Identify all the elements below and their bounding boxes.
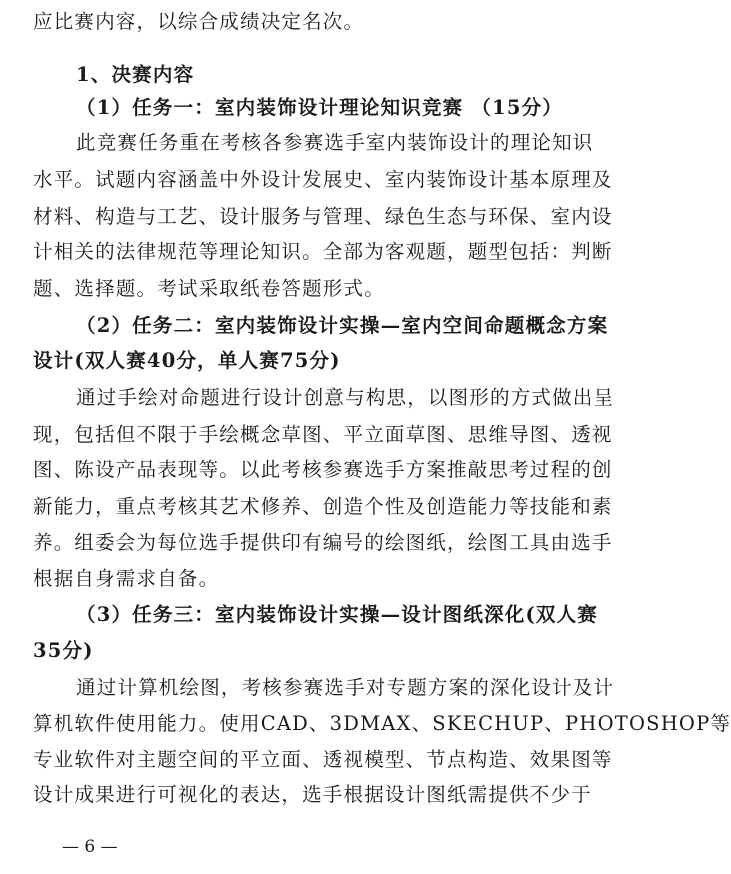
body-text-line: 图、陈设产品表现等。以此考核参赛选手方案推敲思考过程的创: [33, 458, 613, 481]
body-text-line: 设计成果进行可视化的表达，选手根据设计图纸需提供不少于: [33, 783, 592, 806]
body-text-line: 通过手绘对命题进行设计创意与构思，以图形的方式做出呈: [76, 386, 615, 409]
body-text-line: 根据自身需求自备。: [33, 567, 220, 590]
body-text-line: 计相关的法律规范等理论知识。全部为客观题，题型包括：判断: [33, 240, 613, 263]
body-text-line: 养。组委会为每位选手提供印有编号的绘图纸，绘图工具由选手: [33, 531, 613, 554]
body-text-line: 通过计算机绘图，考核参赛选手对专题方案的深化设计及计: [76, 676, 615, 699]
task-heading: （1）任务一：室内装饰设计理论知识竞赛 （15分）: [76, 96, 563, 119]
body-text-line: 应比赛内容，以综合成绩决定名次。: [33, 10, 365, 33]
body-text-line: 现，包括但不限于手绘概念草图、平立面草图、思维导图、透视: [33, 423, 613, 446]
body-text-line: 此竞赛任务重在考核各参赛选手室内装饰设计的理论知识: [76, 131, 594, 154]
task-heading: （2）任务二：室内装饰设计实操—室内空间命题概念方案: [76, 314, 609, 337]
task-heading: 设计(双人赛40分，单人赛75分): [33, 349, 341, 372]
task-heading: （3）任务三：室内装饰设计实操—设计图纸深化(双人赛: [76, 603, 598, 626]
page-number: — 6 —: [62, 837, 118, 857]
body-text-line: 新能力，重点考核其艺术修养、创造个性及创造能力等技能和素: [33, 495, 613, 518]
section-heading: 1、决赛内容: [76, 63, 195, 86]
body-text-line: 专业软件对主题空间的平立面、透视模型、节点构造、效果图等: [33, 748, 613, 771]
body-text-line: 材料、构造与工艺、设计服务与管理、绿色生态与环保、室内设: [33, 205, 613, 228]
body-text-line: 水平。试题内容涵盖中外设计发展史、室内装饰设计基本原理及: [33, 168, 613, 191]
body-text-line: 题、选择题。考试采取纸卷答题形式。: [33, 277, 385, 300]
task-heading: 35分): [33, 639, 94, 662]
body-text-line: 算机软件使用能力。使用CAD、3DMAX、SKECHUP、PHOTOSHOP等: [33, 712, 731, 735]
